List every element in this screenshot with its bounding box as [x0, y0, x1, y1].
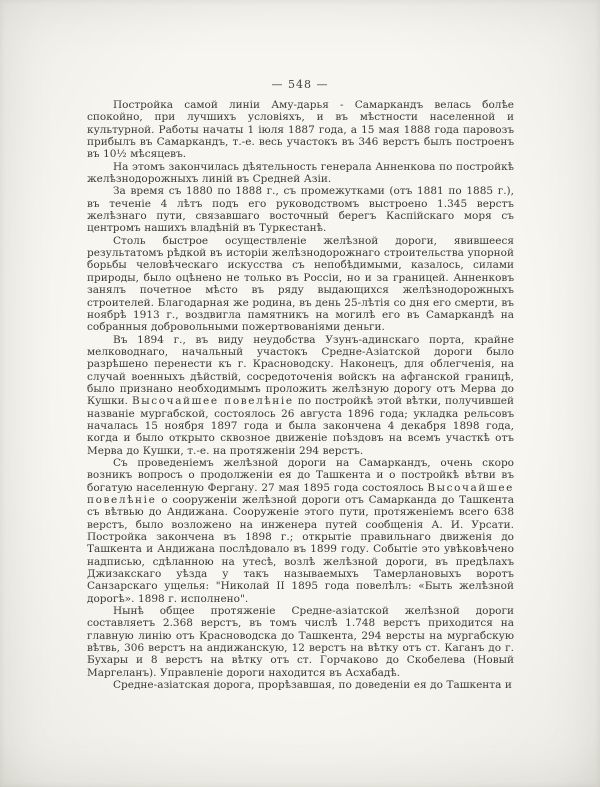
- text-run: Нынѣ общее протяженіе Средне-азіатской желѣзной дороги составляетъ 2.368 верстъ, въ томъ числѣ 1.748 верстъ приходится на главную линію отъ Красноводска до Ташкента, 294 версты на мургабскую вѣтвь, 306 верстъ на андижанскую, 12 верстъ на вѣтку отъ ст. Каганъ до г. Бухары и 8 верстъ на вѣтку отъ ст. Горчаково до Скобелева (Новый Маргеланъ). Управленіе дороги находится въ Асхабадѣ.: [87, 605, 514, 679]
- text-run: по постройкѣ этой вѣтки, получившей названіе мургабской, состоялось 26 августа 1896 года; укладка рельсовъ началась 15 ноября 1897 года и была закончена 4 декабря 1898 года, когда и было открыто сквозное движеніе поѣздовъ на всемъ участкѣ отъ Мерва до Кушки, т.-е. на протяженіи 294 верстъ.: [87, 395, 514, 457]
- emphasized-run: Высочайшее повелѣніе: [131, 395, 294, 408]
- paragraph: [87, 185, 514, 234]
- paragraph: [87, 679, 514, 691]
- paragraph: [87, 605, 514, 679]
- page-number: — 548 —: [271, 78, 329, 91]
- text-run: Постройка самой линіи Аму-дарья - Самаркандъ велась болѣе спокойно, при лучшихъ условіяхъ, и въ мѣстности населенной и культурной. Работы начаты 1 іюля 1887 года, а 15 мая 1888 года паровозъ прибылъ въ Самаркандъ, т.-е. весь участокъ въ 346 верстъ былъ построенъ въ 10½ мѣсяцевъ.: [87, 99, 514, 161]
- text-run: На этомъ закончилась дѣятельность генерала Анненкова по постройкѣ желѣзнодорожныхъ линій въ Средней Азіи.: [87, 160, 514, 186]
- emphasized-run: Высочайшее повелѣніе: [87, 481, 514, 506]
- text-run: Средне-азіатская дорога, прорѣзавшая, по доведеніи ея до Ташкента и: [113, 679, 512, 692]
- paragraph: [87, 99, 514, 161]
- paragraph: [87, 334, 514, 457]
- text-run: Съ проведеніемъ желѣзной дороги на Самаркандъ, очень скоро возникъ вопросъ о продолженіи ея до Ташкента и о постройкѣ вѣтви въ богатую населенную Фергану. 27 мая 1895 года состоялось: [87, 456, 514, 494]
- paragraph: [87, 161, 514, 186]
- text-run: Въ 1894 г., въ виду неудобства Узунъ-адинскаго порта, крайне мелководнаго, начальный участокъ Средне-Азіатской дороги было разрѣшено перенести къ г. Красноводску. Наконецъ, для облегченія, на случай военныхъ дѣйствій, сосредоточенія войскъ на афганской границѣ, было признано необходимымъ проложить желѣзную дорогу отъ Мерва до Кушки.: [87, 333, 514, 408]
- text-run: Столь быстрое осуществленіе желѣзной дороги, явившееся результатомъ рѣдкой въ исторіи желѣзнодорожнаго строительства упорной борьбы человѣческаго искусства съ непобѣдимыми, казалось, силами природы, было оцѣнено не только въ Россіи, но и за границей. Анненковъ занялъ почетное мѣсто въ ряду выдающихся желѣзнодорожныхъ строителей. Благодарная же родина, въ день 25-лѣтія со дня его смерти, въ ноябрѣ 1913 г., воздвигла памятникъ на могилѣ его въ Самаркандѣ на собранныя добровольными пожертвованіями деньги.: [87, 234, 514, 334]
- text-block: [87, 99, 514, 692]
- paragraph: [87, 457, 514, 605]
- text-run: За время съ 1880 по 1888 г., съ промежутками (отъ 1881 по 1885 г.), въ теченіе 4 лѣтъ подъ его руководствомъ выстроено 1.345 верстъ желѣзнаго пути, связавшаго восточный берегъ Каспійскаго моря съ центромъ нашихъ владѣній въ Туркестанѣ.: [87, 185, 514, 235]
- text-run: о сооруженіи желѣзной дороги отъ Самарканда до Ташкента съ вѣтвью до Андижана. Сооруженіе этого пути, протяженіемъ всего 638 верстъ, было возложено на инженера путей сообщенія А. И. Урсати. Постройка закончена въ 1898 г.; открытіе правильнаго движенія до Ташкента и Андижана послѣдовало въ 1899 году. Событіе это увѣковѣчено надписью, сдѣланною на утесѣ, возлѣ желѣзной дороги, въ предѣлахъ Джизакскаго уѣзда у такъ называемыхъ Тамерлановыхъ воротъ Санзарскаго ущелья: "Николай II 1895 года повелѣлъ: «Быть желѣзной дорогѣ». 1898 г. исполнено".: [87, 494, 514, 605]
- paragraph: [87, 235, 514, 334]
